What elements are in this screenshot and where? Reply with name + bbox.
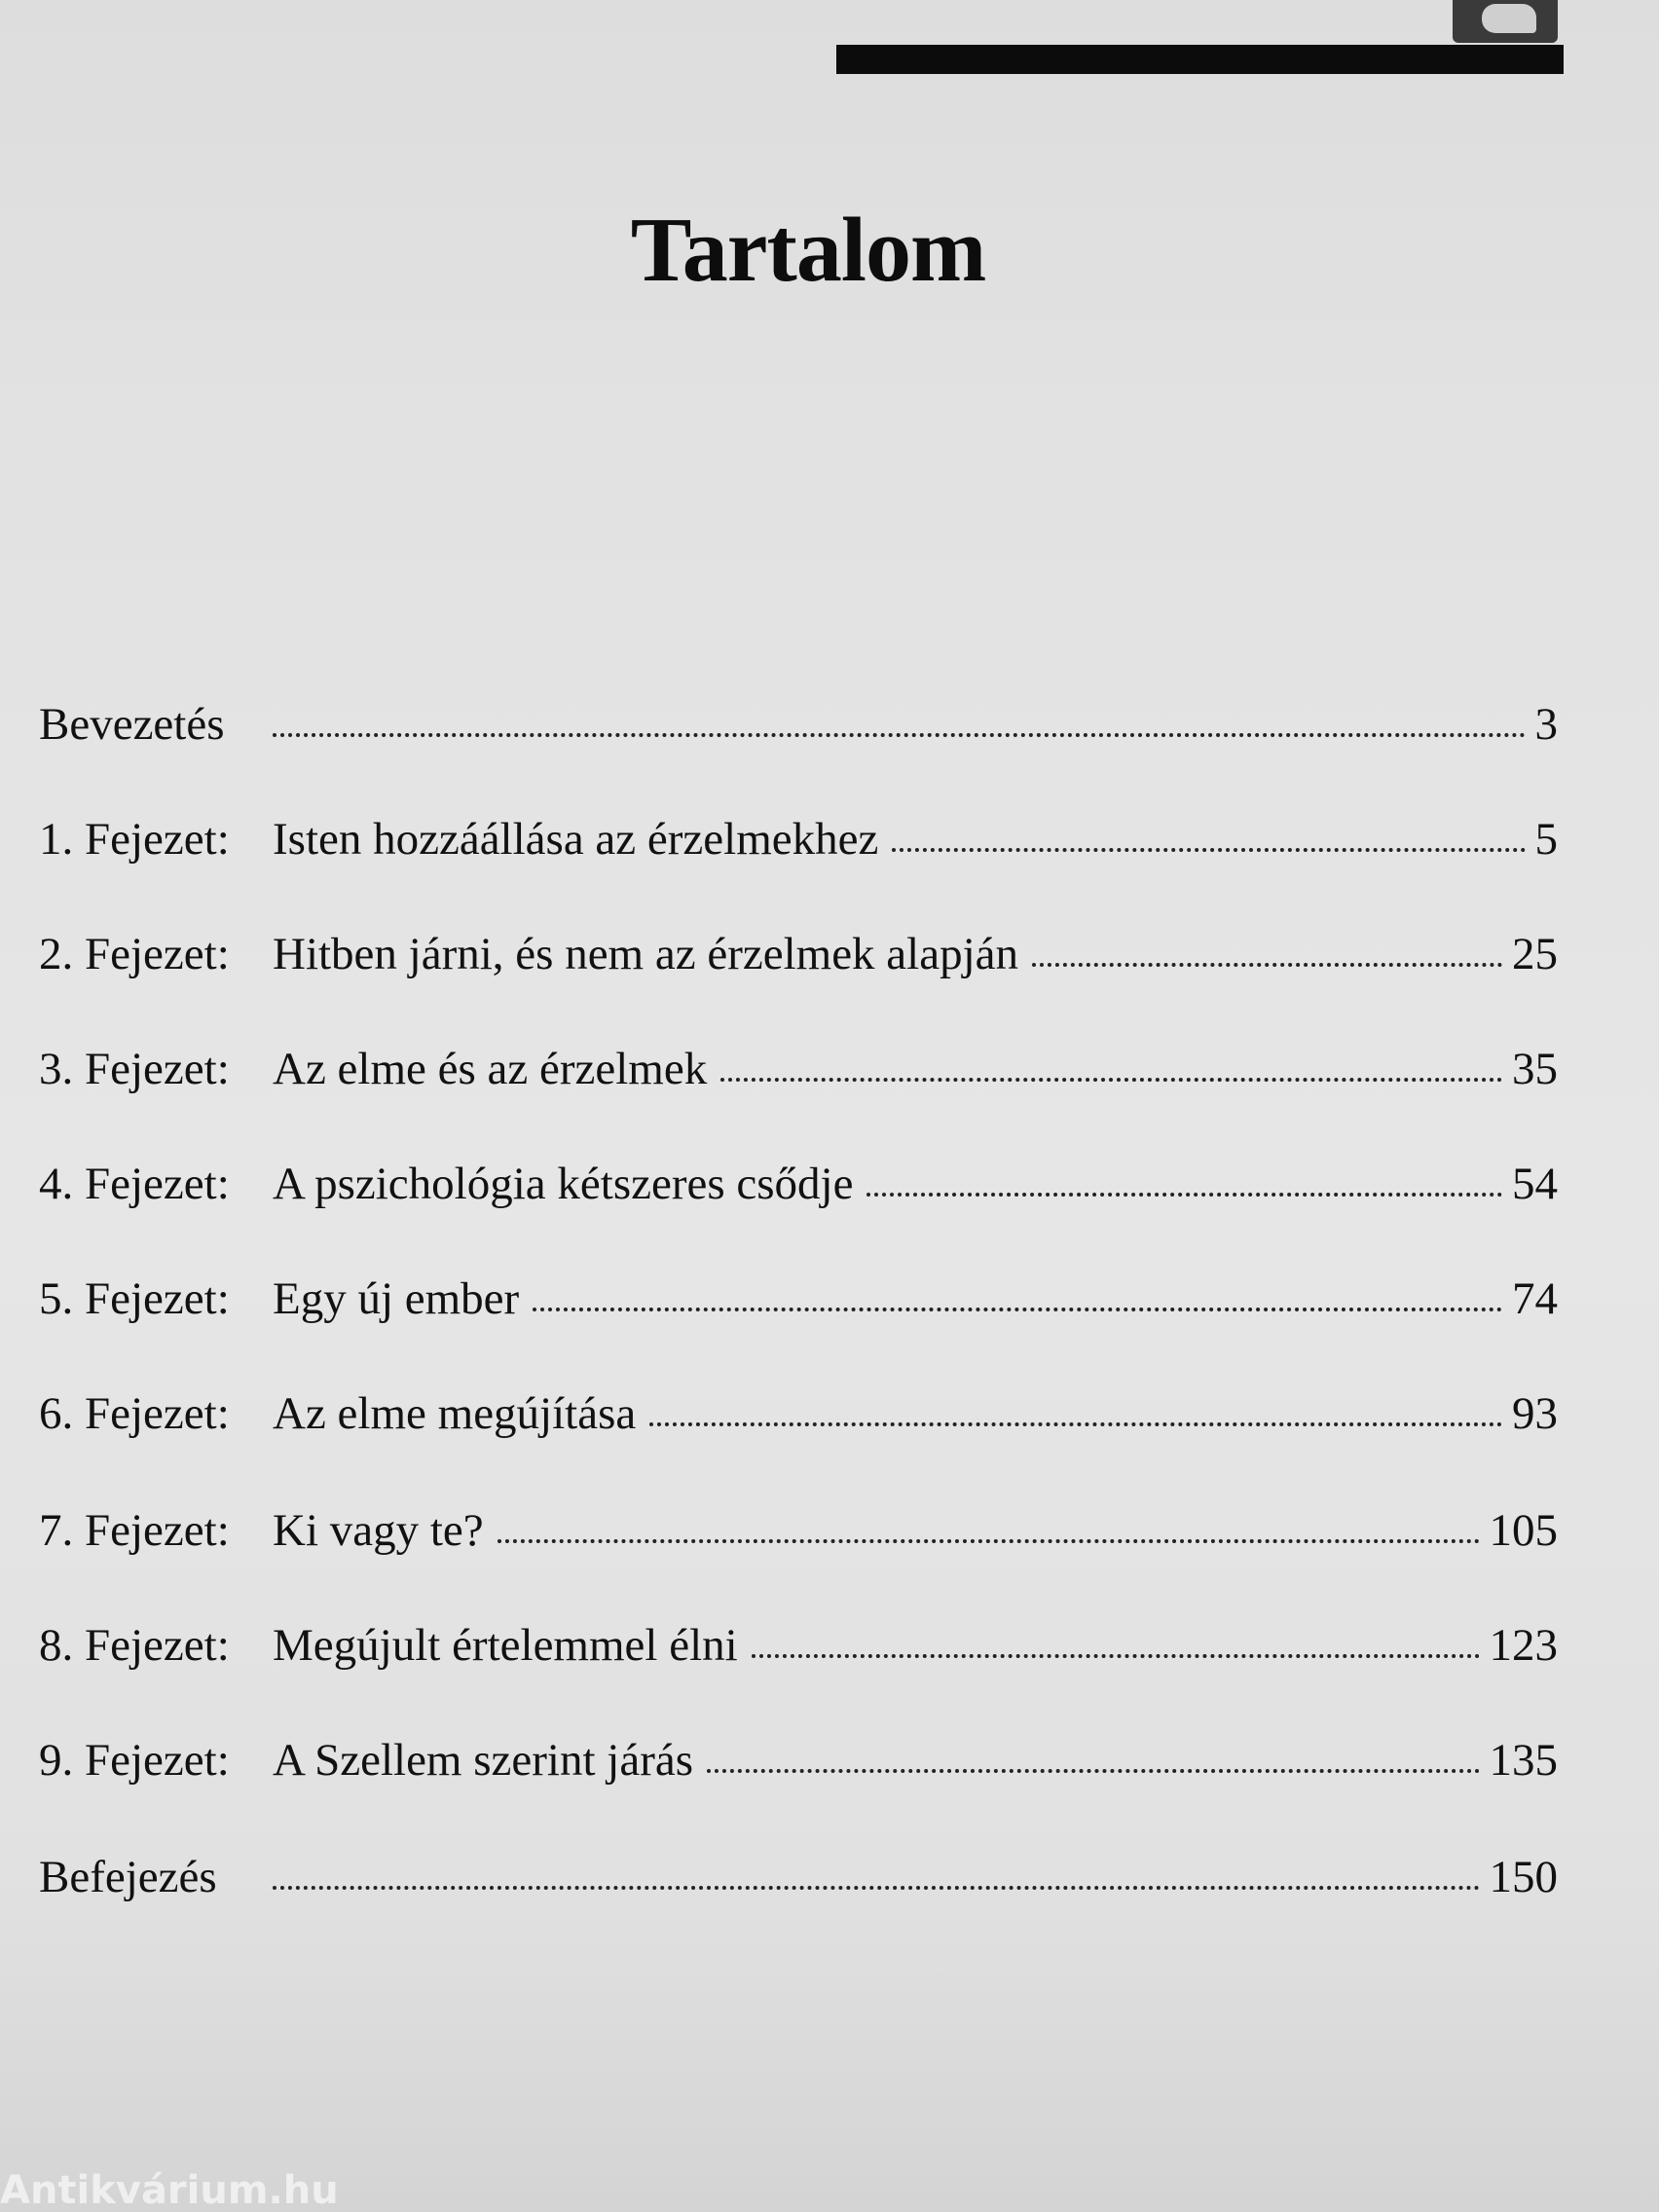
toc-page-number: 123 (1489, 1620, 1558, 1671)
toc-page-number: 135 (1489, 1735, 1558, 1786)
toc-leader (273, 733, 1526, 737)
toc-leader (533, 1308, 1502, 1311)
toc-leader (707, 1769, 1480, 1773)
toc-label: 2. Fejezet: (39, 929, 230, 979)
toc-page-number: 74 (1512, 1273, 1558, 1324)
toc-label: 8. Fejezet: (39, 1620, 230, 1671)
toc-page-number: 150 (1489, 1852, 1558, 1902)
toc-label: Bevezetés (39, 699, 225, 750)
toc-row-bevezetes (39, 689, 1558, 759)
toc-row-chapter-7 (39, 1495, 1558, 1566)
toc-page-number: 54 (1512, 1159, 1558, 1209)
toc-page-number: 3 (1534, 699, 1558, 750)
watermark-text: Antikvárium.hu (0, 2169, 339, 2212)
toc-label: 7. Fejezet: (39, 1505, 230, 1556)
toc-row-befejezes (39, 1842, 1558, 1912)
toc-page-number: 105 (1489, 1505, 1558, 1556)
toc-title: Hitben járni, és nem az érzelmek alapján (273, 929, 1018, 979)
toc-leader (720, 1078, 1502, 1082)
toc-title: Ki vagy te? (273, 1505, 484, 1556)
toc-title: Megújult értelemmel élni (273, 1620, 738, 1671)
toc-label: 1. Fejezet: (39, 814, 230, 865)
toc-title: A pszichológia kétszeres csődje (273, 1159, 854, 1209)
toc-label: Befejezés (39, 1852, 217, 1902)
toc-row-chapter-5 (39, 1264, 1558, 1334)
toc-title: Az elme és az érzelmek (273, 1044, 708, 1094)
toc-label: 9. Fejezet: (39, 1735, 230, 1786)
toc-leader (498, 1539, 1480, 1543)
toc-leader (866, 1193, 1502, 1197)
toc-title: Az elme megújítása (273, 1388, 637, 1439)
toc-page-number: 93 (1512, 1388, 1558, 1439)
toc-label: 3. Fejezet: (39, 1044, 230, 1094)
toc-row-chapter-2 (39, 919, 1558, 989)
toc-page-number: 5 (1534, 814, 1558, 865)
toc-row-chapter-9 (39, 1725, 1558, 1795)
toc-page-number: 25 (1512, 929, 1558, 979)
toc-row-chapter-4 (39, 1149, 1558, 1219)
toc-row-chapter-3 (39, 1034, 1558, 1104)
toc-title: A Szellem szerint járás (273, 1735, 693, 1786)
toc-leader (649, 1422, 1502, 1426)
toc-leader (1032, 963, 1502, 967)
toc-leader (892, 848, 1525, 852)
toc-leader (273, 1886, 1480, 1890)
toc-row-chapter-6 (39, 1379, 1558, 1449)
toc-leader (752, 1654, 1480, 1658)
toc-title: Isten hozzáállása az érzelmekhez (273, 814, 879, 865)
toc-row-chapter-8 (39, 1610, 1558, 1680)
toc-page-number: 35 (1512, 1044, 1558, 1094)
toc-title: Egy új ember (273, 1273, 520, 1324)
toc-label: 6. Fejezet: (39, 1388, 230, 1439)
toc-label: 4. Fejezet: (39, 1159, 230, 1209)
toc-row-chapter-1 (39, 804, 1558, 874)
page-title: Tartalom (630, 200, 986, 301)
toc-label: 5. Fejezet: (39, 1273, 230, 1324)
